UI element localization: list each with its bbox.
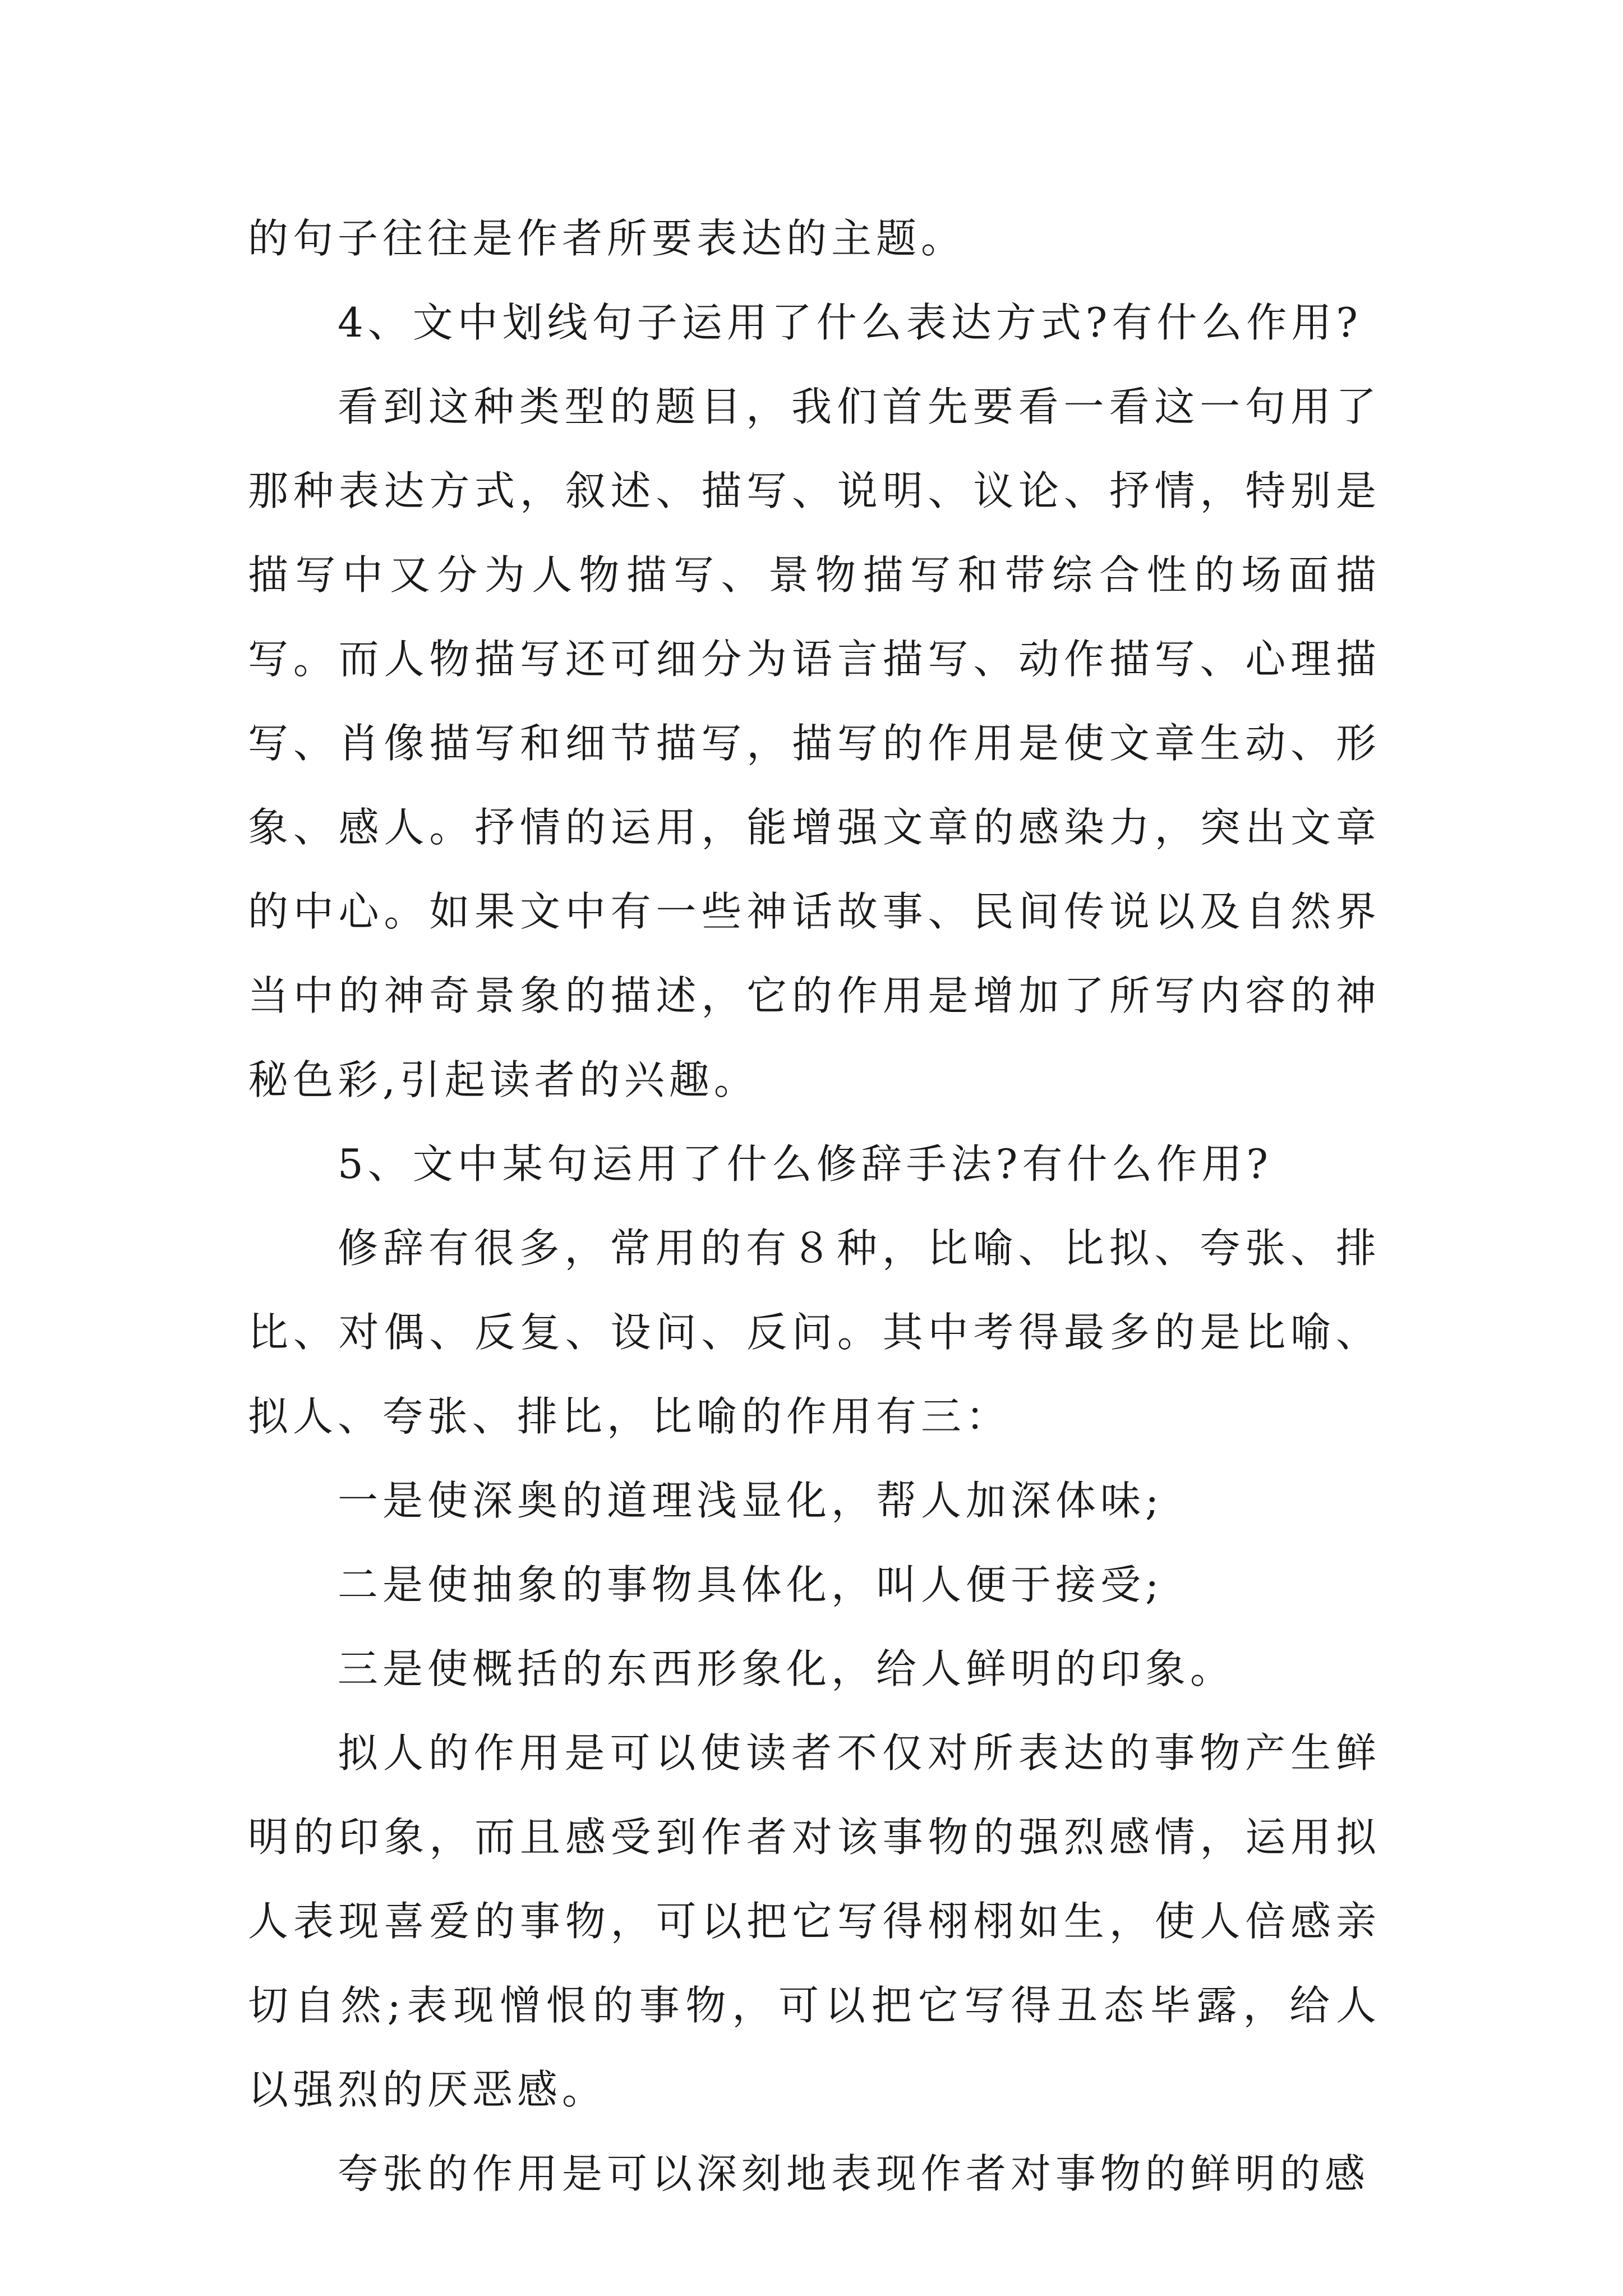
paragraph-continuation: 的句子往往是作者所要表达的主题。: [248, 215, 966, 262]
metaphor-effect-3: 三是使概括的东西形象化，给人鲜明的印象。: [338, 1645, 1235, 1692]
metaphor-effect-1: 一是使深奥的道理浅显化，帮人加深体味;: [338, 1477, 1164, 1524]
question-5-heading: 5、文中某句运用了什么修辞手法?有什么作用?: [338, 1140, 1273, 1188]
paragraph-personification: 拟人的作用是可以使读者不仅对所表达的事物产生鲜明的印象，而且感受到作者对该事物的强烈感情，运用拟人表现喜爱的事物，可以把它写得栩栩如生，使人倍感亲切自然;表现憎恨的事物，可以把它写得丑态毕露，给人以强烈的厌恶感。: [248, 1729, 1381, 2113]
paragraph-expression-methods: 看到这种类型的题目，我们首先要看一看这一句用了那种表达方式，叙述、描写、说明、议论、抒情，特别是描写中又分为人物描写、景物描写和带综合性的场面描写。而人物描写还可细分为语言描写、动作描写、心理描写、肖像描写和细节描写，描写的作用是使文章生动、形象、感人。抒情的运用，能增强文章的感染力，突出文章的中心。如果文中有一些神话故事、民间传说以及自然界当中的神奇景象的描述，它的作用是增加了所写内容的神秘色彩,引起读者的兴趣。: [248, 383, 1381, 1103]
paragraph-hyperbole: 夸张的作用是可以深刻地表现作者对事物的鲜明的感: [338, 2150, 1370, 2197]
metaphor-effect-2: 二是使抽象的事物具体化，叫人便于接受;: [338, 1561, 1164, 1608]
paragraph-rhetoric-overview: 修辞有很多，常用的有８种，比喻、比拟、夸张、排比、对偶、反复、设问、反问。其中考得最多的是比喻、拟人、夸张、排比，比喻的作用有三：: [248, 1225, 1381, 1440]
question-4-heading: 4、文中划线句子运用了什么表达方式?有什么作用?: [338, 299, 1363, 346]
document-body: [248, 196, 1381, 2216]
